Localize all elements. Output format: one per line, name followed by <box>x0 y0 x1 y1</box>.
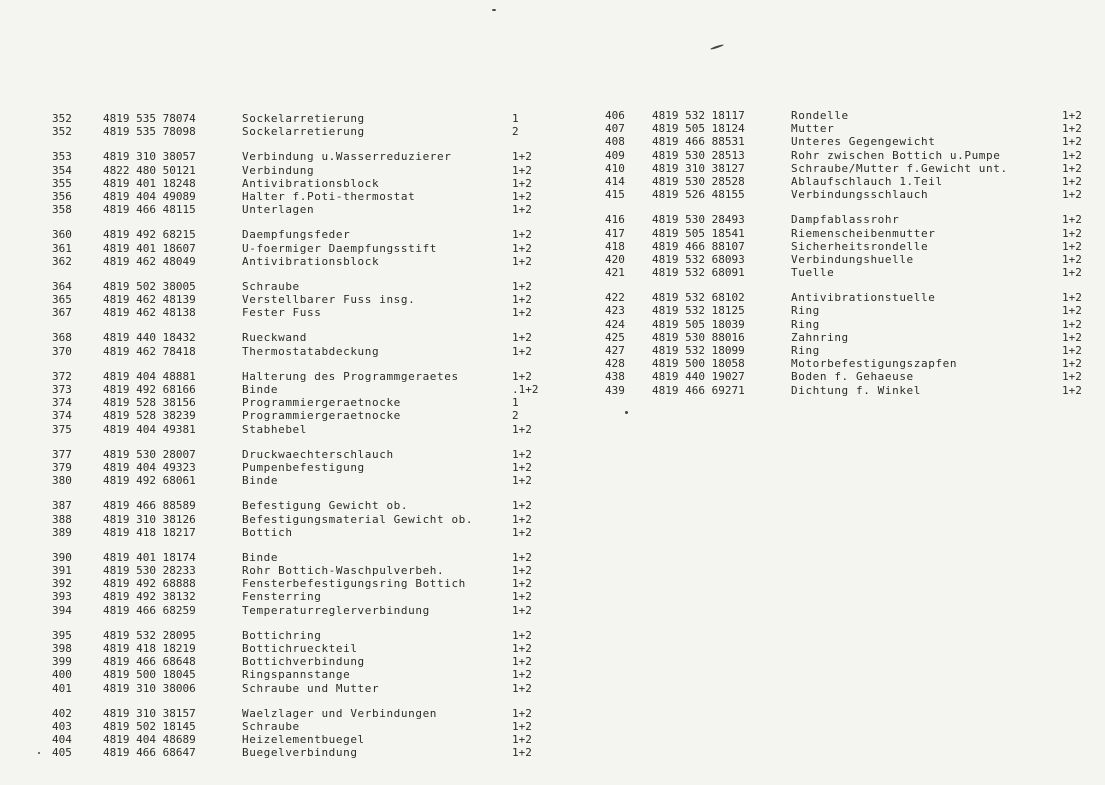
part-description: Mutter <box>791 122 835 136</box>
part-description: Boden f. Gehaeuse <box>791 370 914 384</box>
part-number: 4819 466 88107 <box>652 239 745 253</box>
part-description: Verstellbarer Fuss insg. <box>242 293 416 307</box>
quantity: 1+2 <box>1062 122 1082 136</box>
part-number: 4819 404 49381 <box>103 422 196 436</box>
quantity: 1+2 <box>512 331 532 345</box>
position-number: 395 <box>52 628 72 642</box>
part-description: Schraube <box>242 279 300 293</box>
quantity: 1+2 <box>512 369 532 383</box>
position-number: 374 <box>52 396 72 410</box>
part-number: 4819 500 18058 <box>652 357 745 371</box>
part-number: 4819 462 48138 <box>103 306 196 320</box>
position-number: 379 <box>52 460 72 474</box>
scan-speck <box>625 411 628 414</box>
part-number: 4819 310 38126 <box>103 512 196 526</box>
part-number: 4819 466 48115 <box>103 203 196 217</box>
part-number: 4819 466 68647 <box>103 746 196 760</box>
position-number: 392 <box>52 577 72 591</box>
part-description: Zahnring <box>791 330 849 344</box>
quantity: 1+2 <box>512 603 532 617</box>
quantity: 1+2 <box>512 733 532 747</box>
position-number: 360 <box>52 228 72 242</box>
position-number: 354 <box>52 163 72 177</box>
position-number: 361 <box>52 241 72 255</box>
part-number: 4819 532 18099 <box>652 344 745 357</box>
part-description: Sockelarretierung <box>242 112 365 125</box>
part-description: Unterlagen <box>242 203 315 217</box>
part-number: 4819 532 68102 <box>652 291 745 305</box>
position-number: 352 <box>52 125 72 139</box>
quantity: 1+2 <box>1062 213 1082 227</box>
quantity: 1+2 <box>1062 148 1082 162</box>
part-number: 4819 530 28233 <box>103 564 196 578</box>
part-description: Tuelle <box>791 266 835 280</box>
quantity: 1+2 <box>512 254 532 268</box>
part-number: 4819 462 78418 <box>103 344 196 358</box>
quantity: 1+2 <box>512 306 532 320</box>
position-number: 408 <box>605 135 625 149</box>
quantity: 1+2 <box>1062 291 1082 305</box>
part-description: Binde <box>242 550 279 564</box>
part-number: 4819 505 18124 <box>652 122 745 136</box>
quantity: 1+2 <box>512 293 532 307</box>
part-description: Rondelle <box>791 109 849 122</box>
position-number: 423 <box>605 304 625 318</box>
quantity: 1+2 <box>512 150 532 164</box>
part-description: Temperaturreglerverbindung <box>242 603 430 617</box>
part-description: Befestigung Gewicht ob. <box>242 499 409 513</box>
part-description: Sicherheitsrondelle <box>791 239 929 253</box>
part-number: 4819 502 38005 <box>103 279 196 293</box>
quantity: 1+2 <box>512 746 532 760</box>
part-description: Rohr zwischen Bottich u.Pumpe <box>791 148 1001 162</box>
part-description: Daempfungsfeder <box>242 228 351 242</box>
position-number: 355 <box>52 176 72 190</box>
position-number: 400 <box>52 668 72 682</box>
part-description: Bottich <box>242 525 293 539</box>
part-description: Buegelverbindung <box>242 746 358 760</box>
quantity: 2 <box>512 409 519 423</box>
quantity: 1+2 <box>512 681 532 695</box>
position-number: 370 <box>52 344 72 358</box>
part-description: Ablaufschlauch 1.Teil <box>791 174 943 188</box>
part-number: 4819 500 18045 <box>103 668 196 682</box>
quantity: 1+2 <box>1062 135 1082 149</box>
part-description: Schraube und Mutter <box>242 681 380 695</box>
quantity: 1+2 <box>1062 383 1082 397</box>
part-number: 4819 466 68648 <box>103 655 196 669</box>
part-number: 4819 310 38127 <box>652 161 745 175</box>
quantity: 1+2 <box>1062 252 1082 266</box>
part-description: Antivibrationsblock <box>242 176 380 190</box>
position-number: 364 <box>52 279 72 293</box>
quantity: .1+2 <box>512 383 539 396</box>
part-description: Schraube/Mutter f.Gewicht unt. <box>791 161 1008 175</box>
position-number: 401 <box>52 681 72 695</box>
position-number: 410 <box>605 161 625 175</box>
part-description: Binde <box>242 383 279 396</box>
part-number: 4819 466 69271 <box>652 383 745 397</box>
part-number: 4819 528 38239 <box>103 409 196 423</box>
part-description: Rohr Bottich-Waschpulverbeh. <box>242 564 445 578</box>
part-description: Pumpenbefestigung <box>242 460 365 474</box>
part-number: 4819 530 88016 <box>652 330 745 344</box>
part-number: 4819 404 48881 <box>103 369 196 383</box>
part-number: 4819 404 49323 <box>103 460 196 474</box>
quantity: 1+2 <box>1062 304 1082 318</box>
part-number: 4819 532 28095 <box>103 628 196 642</box>
quantity: 1+2 <box>1062 266 1082 280</box>
scan-speck <box>492 9 496 11</box>
position-number: 394 <box>52 603 72 617</box>
part-number: 4819 466 88531 <box>652 135 745 149</box>
position-number: 409 <box>605 148 625 162</box>
position-number: 399 <box>52 655 72 669</box>
part-number: 4819 440 18432 <box>103 331 196 345</box>
quantity: 1+2 <box>512 512 532 526</box>
quantity: 1+2 <box>512 706 532 720</box>
quantity: 1+2 <box>512 344 532 358</box>
position-number: 427 <box>605 344 625 357</box>
quantity: 1+2 <box>1062 239 1082 253</box>
position-number: 407 <box>605 122 625 136</box>
quantity: 1+2 <box>512 241 532 255</box>
quantity: 1+2 <box>512 577 532 591</box>
position-number: 353 <box>52 150 72 164</box>
quantity: 1+2 <box>512 550 532 564</box>
position-number: 362 <box>52 254 72 268</box>
part-description: Verbindung u.Wasserreduzierer <box>242 150 452 164</box>
part-description: Waelzlager und Verbindungen <box>242 706 438 720</box>
position-number: 424 <box>605 317 625 331</box>
position-number: 358 <box>52 203 72 217</box>
quantity: 1+2 <box>512 203 532 217</box>
part-number: 4819 401 18248 <box>103 176 196 190</box>
position-number: 415 <box>605 188 625 202</box>
quantity: 1+2 <box>512 460 532 474</box>
quantity: 1+2 <box>1062 161 1082 175</box>
part-description: Thermostatabdeckung <box>242 344 380 358</box>
part-description: Fensterring <box>242 590 322 604</box>
part-number: 4819 532 68093 <box>652 252 745 266</box>
part-description: Druckwaechterschlauch <box>242 447 394 461</box>
part-number: 4819 418 18219 <box>103 642 196 655</box>
quantity: 1+2 <box>512 189 532 203</box>
part-description: Sockelarretierung <box>242 125 365 139</box>
position-number: 365 <box>52 293 72 307</box>
quantity: 1+2 <box>512 590 532 604</box>
part-number: 4819 404 48689 <box>103 733 196 747</box>
part-description: Stabhebel <box>242 422 308 436</box>
quantity: 1+2 <box>1062 357 1082 371</box>
quantity: 1+2 <box>1062 109 1082 122</box>
quantity: 1+2 <box>512 163 532 177</box>
quantity: 1+2 <box>512 668 532 682</box>
part-number: 4819 440 19027 <box>652 370 745 384</box>
part-description: Unteres Gegengewicht <box>791 135 936 149</box>
position-number: 393 <box>52 590 72 604</box>
quantity: 1 <box>512 112 519 125</box>
quantity: 1+2 <box>512 422 532 436</box>
quantity: 1 <box>512 396 519 410</box>
part-number: 4819 532 18117 <box>652 109 745 122</box>
part-number: 4819 462 48139 <box>103 293 196 307</box>
position-number: 414 <box>605 174 625 188</box>
quantity: 1+2 <box>1062 317 1082 331</box>
part-description: Ring <box>791 317 820 331</box>
part-number: 4819 401 18174 <box>103 550 196 564</box>
part-number: 4819 462 48049 <box>103 254 196 268</box>
part-description: Antivibrationsblock <box>242 254 380 268</box>
part-description: Befestigungsmaterial Gewicht ob. <box>242 512 474 526</box>
position-number: 404 <box>52 733 72 747</box>
position-number: 377 <box>52 447 72 461</box>
scan-speck <box>710 44 724 50</box>
part-number: 4819 310 38006 <box>103 681 196 695</box>
quantity: 1+2 <box>1062 188 1082 202</box>
quantity: 1+2 <box>512 642 532 655</box>
part-description: Halterung des Programmgeraetes <box>242 369 459 383</box>
part-number: 4819 492 68215 <box>103 228 196 242</box>
quantity: 1+2 <box>1062 370 1082 384</box>
part-description: Binde <box>242 474 279 488</box>
position-number: 402 <box>52 706 72 720</box>
part-description: Verbindung <box>242 163 315 177</box>
position-number: 403 <box>52 719 72 733</box>
quantity: 1+2 <box>512 474 532 488</box>
part-description: Fensterbefestigungsring Bottich <box>242 577 466 591</box>
part-number: 4819 492 68166 <box>103 383 196 396</box>
part-description: Ring <box>791 304 820 318</box>
quantity: 1+2 <box>512 228 532 242</box>
part-number: 4819 530 28513 <box>652 148 745 162</box>
position-number: 418 <box>605 239 625 253</box>
position-number: 352 <box>52 112 72 125</box>
part-description: Verbindungshuelle <box>791 252 914 266</box>
part-number: 4819 528 38156 <box>103 396 196 410</box>
part-description: Rueckwand <box>242 331 308 345</box>
position-number: 368 <box>52 331 72 345</box>
quantity: 1+2 <box>512 176 532 190</box>
position-number: 387 <box>52 499 72 513</box>
part-description: U-foermiger Daempfungsstift <box>242 241 438 255</box>
part-number: 4819 535 78074 <box>103 112 196 125</box>
quantity: 1+2 <box>512 525 532 539</box>
position-number: 416 <box>605 213 625 227</box>
part-description: Bottichring <box>242 628 322 642</box>
part-description: Motorbefestigungszapfen <box>791 357 958 371</box>
part-number: 4819 492 68061 <box>103 474 196 488</box>
part-number: 4819 526 48155 <box>652 188 745 202</box>
part-number: 4819 530 28493 <box>652 213 745 227</box>
part-number: 4819 530 28528 <box>652 174 745 188</box>
part-number: 4819 466 68259 <box>103 603 196 617</box>
part-number: 4819 492 68888 <box>103 577 196 591</box>
part-number: 4822 480 50121 <box>103 163 196 177</box>
part-description: Bottichverbindung <box>242 655 365 669</box>
part-description: Halter f.Poti-thermostat <box>242 189 416 203</box>
part-number: 4819 418 18217 <box>103 525 196 539</box>
position-number: 367 <box>52 306 72 320</box>
quantity: 1+2 <box>512 628 532 642</box>
part-number: 4819 532 68091 <box>652 266 745 280</box>
part-description: Bottichrueckteil <box>242 642 358 655</box>
position-number: 391 <box>52 564 72 578</box>
part-description: Ringspannstange <box>242 668 351 682</box>
position-number: 428 <box>605 357 625 371</box>
position-number: 417 <box>605 226 625 240</box>
position-number: 438 <box>605 370 625 384</box>
position-number: 388 <box>52 512 72 526</box>
part-number: 4819 310 38057 <box>103 150 196 164</box>
quantity: 1+2 <box>1062 344 1082 357</box>
position-number: 405 <box>52 746 72 760</box>
quantity: 1+2 <box>1062 330 1082 344</box>
part-number: 4819 502 18145 <box>103 719 196 733</box>
position-number: 372 <box>52 369 72 383</box>
part-description: Riemenscheibenmutter <box>791 226 936 240</box>
position-number: 406 <box>605 109 625 122</box>
position-number: 390 <box>52 550 72 564</box>
part-description: Dampfablassrohr <box>791 213 900 227</box>
quantity: 1+2 <box>1062 226 1082 240</box>
quantity: 1+2 <box>512 447 532 461</box>
position-number: 373 <box>52 383 72 396</box>
quantity: 1+2 <box>512 655 532 669</box>
part-description: Ring <box>791 344 820 357</box>
part-number: 4819 401 18607 <box>103 241 196 255</box>
quantity: 1+2 <box>512 279 532 293</box>
part-description: Verbindungsschlauch <box>791 188 929 202</box>
position-number: 425 <box>605 330 625 344</box>
part-description: Dichtung f. Winkel <box>791 383 922 397</box>
position-number: 356 <box>52 189 72 203</box>
part-description: Heizelementbuegel <box>242 733 365 747</box>
position-number: 421 <box>605 266 625 280</box>
quantity: 2 <box>512 125 519 139</box>
part-number: 4819 530 28007 <box>103 447 196 461</box>
position-number: 420 <box>605 252 625 266</box>
part-description: Fester Fuss <box>242 306 322 320</box>
quantity: 1+2 <box>512 719 532 733</box>
position-number: 374 <box>52 409 72 423</box>
quantity: 1+2 <box>1062 174 1082 188</box>
part-number: 4819 310 38157 <box>103 706 196 720</box>
part-number: 4819 535 78098 <box>103 125 196 139</box>
quantity: 1+2 <box>512 564 532 578</box>
part-number: 4819 492 38132 <box>103 590 196 604</box>
position-number: 389 <box>52 525 72 539</box>
part-number: 4819 532 18125 <box>652 304 745 318</box>
part-number: 4819 505 18541 <box>652 226 745 240</box>
part-description: Schraube <box>242 719 300 733</box>
position-number: 375 <box>52 422 72 436</box>
quantity: 1+2 <box>512 499 532 513</box>
scan-speck <box>38 752 40 754</box>
part-number: 4819 466 88589 <box>103 499 196 513</box>
position-number: 439 <box>605 383 625 397</box>
part-number: 4819 404 49089 <box>103 189 196 203</box>
part-description: Programmiergeraetnocke <box>242 396 401 410</box>
position-number: 398 <box>52 642 72 655</box>
part-description: Antivibrationstuelle <box>791 291 936 305</box>
position-number: 380 <box>52 474 72 488</box>
position-number: 422 <box>605 291 625 305</box>
part-number: 4819 505 18039 <box>652 317 745 331</box>
part-description: Programmiergeraetnocke <box>242 409 401 423</box>
